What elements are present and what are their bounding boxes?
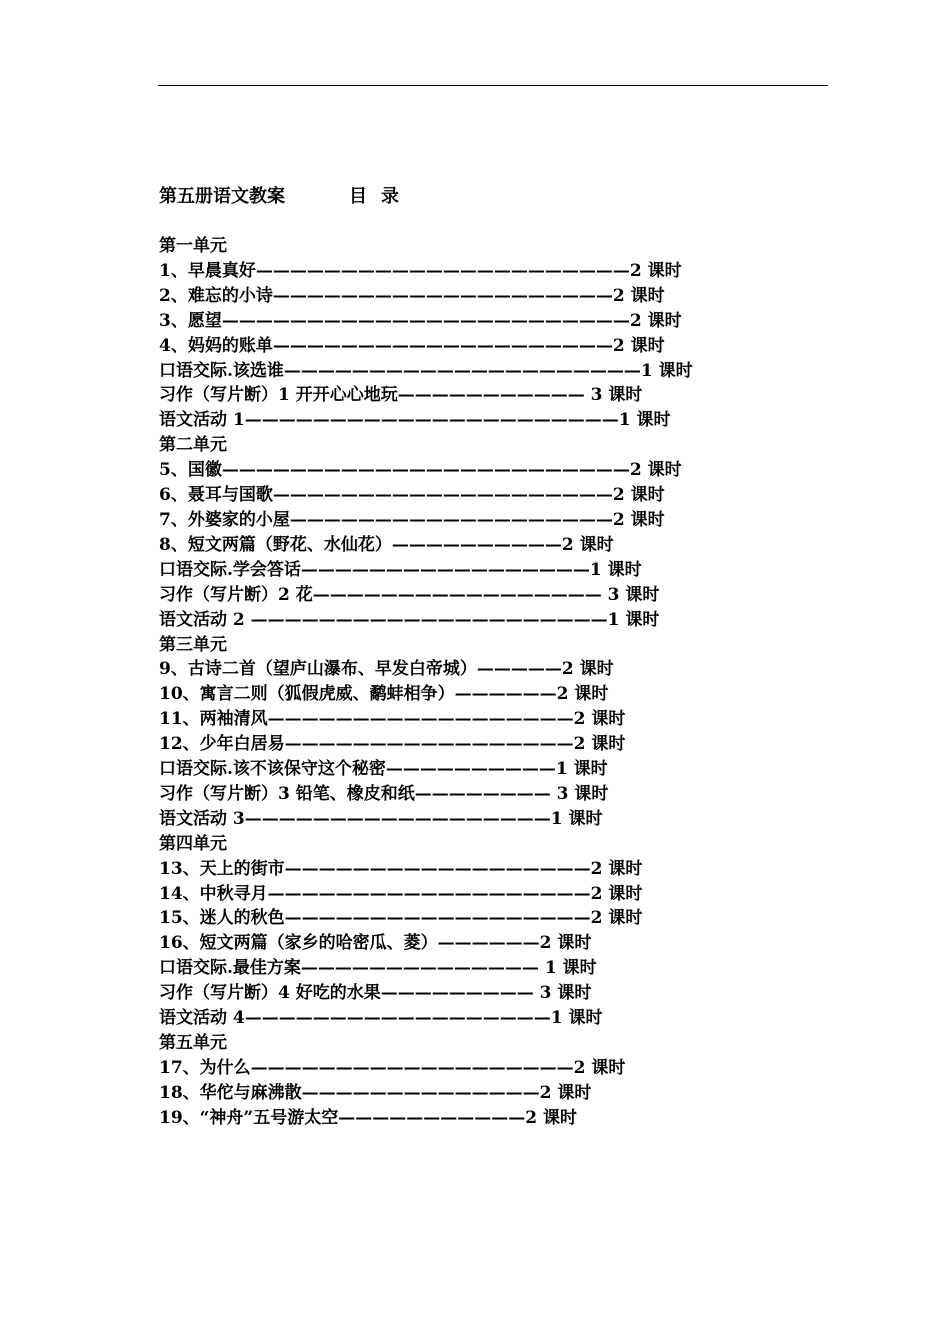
toc-entry: 14、中秋寻月———————————————————2 课时 — [159, 883, 643, 904]
toc-entry: 5、国徽————————————————————————2 课时 — [159, 460, 682, 481]
toc-entry: 习作（写片断）4 好吃的水果————————— 3 课时 — [159, 983, 592, 1004]
toc-entry: 16、短文两篇（家乡的哈密瓜、菱）——————2 课时 — [159, 933, 592, 954]
toc-entry: 1、早晨真好——————————————————————2 课时 — [159, 260, 682, 281]
toc-entry: 语文活动 4——————————————————1 课时 — [159, 1008, 603, 1029]
toc-entry: 口语交际.该选谁—————————————————————1 课时 — [159, 360, 693, 381]
header-rule — [158, 85, 828, 86]
toc-entry: 口语交际.学会答话—————————————————1 课时 — [159, 559, 642, 580]
toc-entry: 习作（写片断）3 铅笔、橡皮和纸———————— 3 课时 — [159, 783, 609, 804]
toc-entry: 10、寓言二则（狐假虎威、鹬蚌相争）——————2 课时 — [159, 684, 609, 705]
toc-entry: 17、为什么———————————————————2 课时 — [159, 1057, 626, 1078]
toc-heading: 目录 — [349, 186, 413, 207]
toc-entry: 语文活动 1——————————————————————1 课时 — [159, 410, 671, 431]
toc-entry: 15、迷人的秋色——————————————————2 课时 — [159, 908, 643, 929]
unit-heading: 第四单元 — [159, 833, 227, 854]
unit-heading: 第三单元 — [159, 634, 227, 655]
unit-heading: 第五单元 — [159, 1033, 227, 1053]
document-title — [159, 184, 413, 210]
toc-entry: 4、妈妈的账单————————————————————2 课时 — [159, 335, 665, 356]
toc-entry: 13、天上的街市——————————————————2 课时 — [159, 858, 643, 879]
toc-entry: 9、古诗二首（望庐山瀑布、早发白帝城）—————2 课时 — [159, 659, 614, 680]
toc-entry: 11、两袖清风——————————————————2 课时 — [159, 709, 626, 730]
toc-entry: 2、难忘的小诗————————————————————2 课时 — [159, 285, 665, 306]
toc-entry: 8、短文两篇（野花、水仙花）——————————2 课时 — [159, 534, 614, 555]
toc-entry: 3、愿望————————————————————————2 课时 — [159, 310, 682, 331]
document-title-text: 第五册语文教案 — [159, 186, 285, 207]
toc-entry: 6、聂耳与国歌————————————————————2 课时 — [159, 485, 665, 506]
toc-entry: 19、“神舟”五号游太空———————————2 课时 — [159, 1107, 577, 1128]
toc-entry: 习作（写片断）1 开开心心地玩——————————— 3 课时 — [159, 385, 643, 406]
unit-heading: 第二单元 — [159, 435, 227, 456]
toc-entry: 18、华佗与麻沸散——————————————2 课时 — [159, 1082, 592, 1103]
toc-entry: 语文活动 3——————————————————1 课时 — [159, 808, 603, 829]
unit-heading: 第一单元 — [159, 236, 227, 256]
toc-entry: 语文活动 2 —————————————————————1 课时 — [159, 609, 660, 630]
toc-entry: 12、少年白居易—————————————————2 课时 — [159, 734, 626, 755]
table-of-contents — [159, 234, 719, 1131]
toc-entry: 习作（写片断）2 花————————————————— 3 课时 — [159, 584, 660, 605]
toc-entry: 7、外婆家的小屋———————————————————2 课时 — [159, 509, 665, 530]
toc-entry: 口语交际.该不该保守这个秘密——————————1 课时 — [159, 759, 608, 780]
toc-entry: 口语交际.最佳方案—————————————— 1 课时 — [159, 958, 597, 979]
